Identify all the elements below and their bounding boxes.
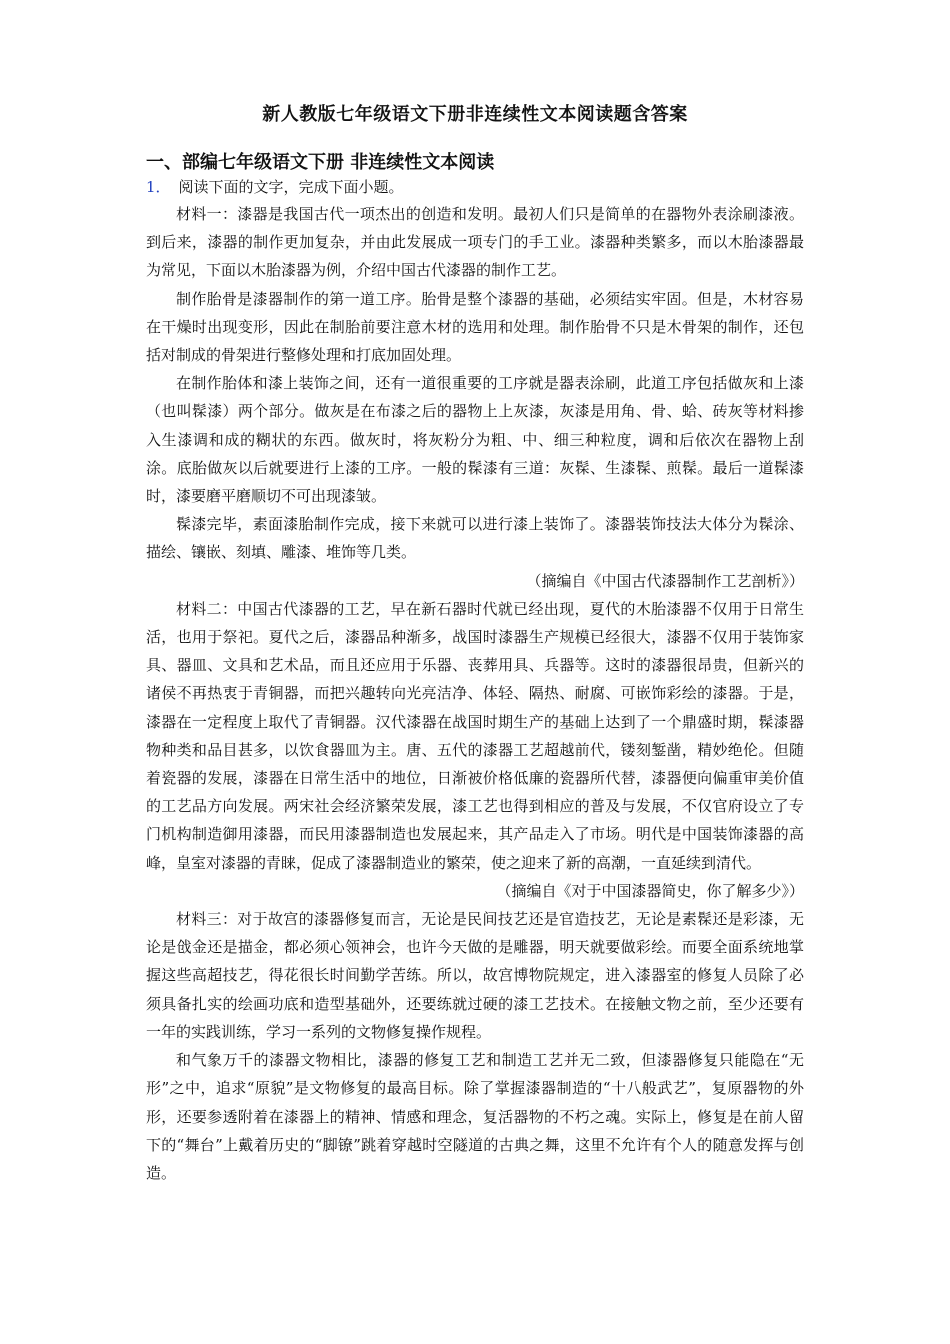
reading-passage [146,200,804,1187]
section-heading: 一、部编七年级语文下册 非连续性文本阅读 [146,152,495,173]
question-text: 阅读下面的文字，完成下面小题。 [178,178,404,196]
question-prompt [146,176,404,197]
material-2-source: （摘编自《对于中国漆器简史，你了解多少》） [496,881,804,900]
material-1-source: （摘编自《中国古代漆器制作工艺剖析》） [526,571,804,590]
document-title: 新人教版七年级语文下册非连续性文本阅读题含答案 [262,104,688,125]
material-1-paragraph: 在制作胎体和漆上装饰之间，还有一道很重要的工序就是器表涂刷，此道工序包括做灰和上漆（也叫髹漆）两个部分。做灰是在布漆之后的器物上上灰漆，灰漆是用角、骨、蛤、砖灰等材料掺入生漆调和成的糊状的东西。做灰时，将灰粉分为粗、中、细三种粒度，调和后依次在器物上刮涂。底胎做灰以后就要进行上漆的工序。一般的髹漆有三道：灰髹、生漆髹、煎髹。最后一道髹漆时，漆要磨平磨顺切不可出现漆皱。 [146,374,804,506]
material-2-paragraph: 材料二：中国古代漆器的工艺，早在新石器时代就已经出现，夏代的木胎漆器不仅用于日常生活，也用于祭祀。夏代之后，漆器品种渐多，战国时漆器生产规模已经很大，漆器不仅用于装饰家具、器皿、文具和艺术品，而且还应用于乐器、丧葬用具、兵器等。这时的漆器很昂贵，但新兴的诸侯不再热衷于青铜器，而把兴趣转向光亮洁净、体轻、隔热、耐腐、可嵌饰彩绘的漆器。于是，漆器在一定程度上取代了青铜器。汉代漆器在战国时期生产的基础上达到了一个鼎盛时期，髹漆器物种类和品目甚多，以饮食器皿为主。唐、五代的漆器工艺超越前代，镂刻錾凿，精妙绝伦。但随着瓷器的发展，漆器在日常生活中的地位，日渐被价格低廉的瓷器所代替，漆器便向偏重审美价值的工艺品方向发展。两宋社会经济繁荣发展，漆工艺也得到相应的普及与发展，不仅官府设立了专门机构制造御用漆器，而民用漆器制造也发展起来，其产品走入了市场。明代是中国装饰漆器的高峰，皇室对漆器的青睐，促成了漆器制造业的繁荣，使之迎来了新的高潮，一直延续到清代。 [146,599,804,872]
material-3-paragraph: 材料三：对于故宫的漆器修复而言，无论是民间技艺还是官造技艺，无论是素髹还是彩漆，无论是戗金还是描金，都必须心领神会，也许今天做的是雕器，明天就要做彩绘。而要全面系统地掌握这些高超技艺，得花很长时间勤学苦练。所以，故宫博物院规定，进入漆器室的修复人员除了必须具备扎实的绘画功底和造型基础外，还要练就过硬的漆工艺技术。在接触文物之前，至少还要有一年的实践训练，学习一系列的文物修复操作规程。 [146,910,804,1041]
material-1-paragraph: 制作胎骨是漆器制作的第一道工序。胎骨是整个漆器的基础，必须结实牢固。但是，木材容易在干燥时出现变形，因此在制胎前要注意木材的选用和处理。制作胎骨不只是木骨架的制作，还包括对制成的骨架进行整修处理和打底加固处理。 [146,289,804,365]
question-number: 1． [146,178,171,196]
material-1-paragraph: 材料一：漆器是我国古代一项杰出的创造和发明。最初人们只是简单的在器物外表涂刷漆液。到后来，漆器的制作更加复杂，并由此发展成一项专门的手工业。漆器种类繁多，而以木胎漆器最为常见，下面以木胎漆器为例，介绍中国古代漆器的制作工艺。 [146,205,804,280]
material-3-paragraph: 和气象万千的漆器文物相比，漆器的修复工艺和制造工艺并无二致，但漆器修复只能隐在“无形”之中，追求“原貌”是文物修复的最高目标。除了掌握漆器制造的“十八般武艺”，复原器物的外形，还要参透附着在漆器上的精神、情感和理念，复活器物的不朽之魂。实际上，修复是在前人留下的“舞台”上戴着历史的“脚镣”跳着穿越时空隧道的古典之舞，这里不允许有个人的随意发挥与创造。 [146,1051,804,1182]
material-1-paragraph: 髹漆完毕，素面漆胎制作完成，接下来就可以进行漆上装饰了。漆器装饰技法大体分为髹涂、描绘、镶嵌、刻填、雕漆、堆饰等几类。 [146,515,804,562]
